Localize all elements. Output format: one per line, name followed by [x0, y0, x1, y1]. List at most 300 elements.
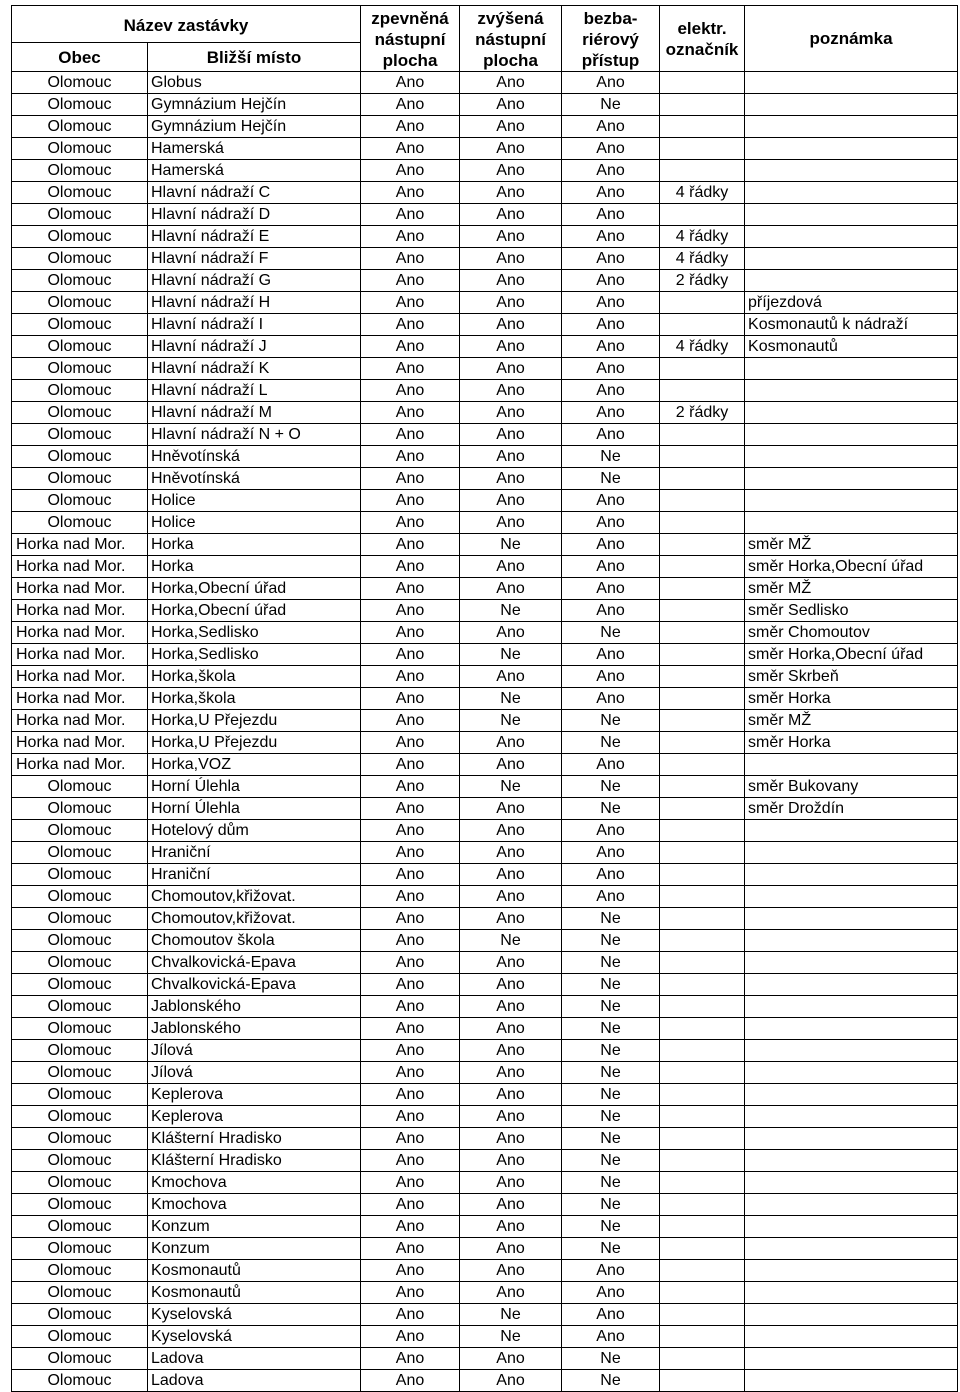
cell-zpevnena: Ano	[361, 534, 460, 556]
header-zpevnena-line: nástupní	[374, 29, 446, 49]
cell-zpevnena: Ano	[361, 204, 460, 226]
cell-blizsi-misto: Hlavní nádraží L	[148, 380, 361, 402]
cell-obec: Olomouc	[12, 468, 148, 490]
cell-obec: Horka nad Mor.	[12, 666, 148, 688]
cell-poznamka	[745, 864, 958, 886]
cell-bezbarierovy: Ne	[562, 1194, 660, 1216]
cell-bezbarierovy: Ano	[562, 1326, 660, 1348]
cell-poznamka	[745, 974, 958, 996]
cell-elektr	[660, 820, 745, 842]
cell-obec: Olomouc	[12, 138, 148, 160]
cell-blizsi-misto: Konzum	[148, 1238, 361, 1260]
cell-blizsi-misto: Kosmonautů	[148, 1282, 361, 1304]
cell-zpevnena: Ano	[361, 776, 460, 798]
cell-zvysena: Ne	[460, 710, 562, 732]
cell-zpevnena: Ano	[361, 160, 460, 182]
cell-obec: Olomouc	[12, 864, 148, 886]
cell-elektr	[660, 72, 745, 94]
cell-bezbarierovy: Ano	[562, 886, 660, 908]
cell-bezbarierovy: Ano	[562, 424, 660, 446]
cell-elektr	[660, 534, 745, 556]
cell-poznamka	[745, 512, 958, 534]
cell-elektr	[660, 512, 745, 534]
cell-zpevnena: Ano	[361, 226, 460, 248]
cell-obec: Olomouc	[12, 1172, 148, 1194]
cell-zvysena: Ano	[460, 138, 562, 160]
cell-elektr	[660, 1062, 745, 1084]
cell-blizsi-misto: Jablonského	[148, 996, 361, 1018]
cell-poznamka	[745, 424, 958, 446]
cell-elektr: 4 řádky	[660, 336, 745, 358]
table-row	[12, 842, 958, 864]
cell-blizsi-misto: Holice	[148, 512, 361, 534]
cell-zvysena: Ne	[460, 1304, 562, 1326]
cell-poznamka	[745, 138, 958, 160]
cell-poznamka	[745, 72, 958, 94]
cell-bezbarierovy: Ne	[562, 1216, 660, 1238]
cell-obec: Olomouc	[12, 72, 148, 94]
table-row	[12, 732, 958, 754]
cell-blizsi-misto: Hlavní nádraží C	[148, 182, 361, 204]
stops-table	[11, 5, 958, 1392]
cell-bezbarierovy: Ano	[562, 270, 660, 292]
cell-blizsi-misto: Hlavní nádraží N + O	[148, 424, 361, 446]
cell-elektr	[660, 468, 745, 490]
cell-poznamka	[745, 358, 958, 380]
cell-zpevnena: Ano	[361, 292, 460, 314]
table-row	[12, 798, 958, 820]
table-row	[12, 358, 958, 380]
cell-blizsi-misto: Hlavní nádraží H	[148, 292, 361, 314]
cell-poznamka: směr Chomoutov	[745, 622, 958, 644]
cell-blizsi-misto: Hlavní nádraží I	[148, 314, 361, 336]
table-row	[12, 1018, 958, 1040]
cell-bezbarierovy: Ano	[562, 160, 660, 182]
header-elektr-line: označník	[665, 40, 739, 59]
cell-zvysena: Ano	[460, 1106, 562, 1128]
cell-poznamka: směr Sedlisko	[745, 600, 958, 622]
cell-elektr	[660, 380, 745, 402]
table-row	[12, 1216, 958, 1238]
cell-zpevnena: Ano	[361, 94, 460, 116]
cell-poznamka: směr MŽ	[745, 534, 958, 556]
cell-blizsi-misto: Horka,U Přejezdu	[148, 710, 361, 732]
cell-obec: Olomouc	[12, 94, 148, 116]
table-row	[12, 644, 958, 666]
table-row	[12, 248, 958, 270]
table-row	[12, 226, 958, 248]
cell-poznamka: příjezdová	[745, 292, 958, 314]
cell-bezbarierovy: Ano	[562, 248, 660, 270]
cell-poznamka	[745, 842, 958, 864]
table-row	[12, 138, 958, 160]
cell-poznamka: směr Bukovany	[745, 776, 958, 798]
cell-bezbarierovy: Ne	[562, 1018, 660, 1040]
cell-blizsi-misto: Chomoutov,křižovat.	[148, 908, 361, 930]
cell-obec: Horka nad Mor.	[12, 534, 148, 556]
cell-obec: Olomouc	[12, 1084, 148, 1106]
cell-elektr	[660, 952, 745, 974]
cell-elektr: 2 řádky	[660, 402, 745, 424]
table-row	[12, 1040, 958, 1062]
cell-bezbarierovy: Ano	[562, 182, 660, 204]
cell-zvysena: Ano	[460, 1348, 562, 1370]
cell-zpevnena: Ano	[361, 842, 460, 864]
cell-blizsi-misto: Ladova	[148, 1348, 361, 1370]
cell-elektr	[660, 710, 745, 732]
cell-zvysena: Ano	[460, 842, 562, 864]
cell-obec: Olomouc	[12, 204, 148, 226]
cell-zvysena: Ano	[460, 116, 562, 138]
cell-bezbarierovy: Ano	[562, 336, 660, 358]
cell-elektr	[660, 930, 745, 952]
cell-bezbarierovy: Ne	[562, 996, 660, 1018]
cell-elektr	[660, 1106, 745, 1128]
cell-zpevnena: Ano	[361, 336, 460, 358]
cell-poznamka	[745, 908, 958, 930]
cell-zvysena: Ano	[460, 556, 562, 578]
cell-zvysena: Ano	[460, 270, 562, 292]
cell-obec: Olomouc	[12, 776, 148, 798]
cell-obec: Olomouc	[12, 314, 148, 336]
cell-blizsi-misto: Chomoutov,křižovat.	[148, 886, 361, 908]
cell-blizsi-misto: Horka	[148, 534, 361, 556]
header-elektr-oznacnik	[660, 6, 745, 72]
cell-blizsi-misto: Horka,U Přejezdu	[148, 732, 361, 754]
cell-zvysena: Ano	[460, 1282, 562, 1304]
cell-obec: Olomouc	[12, 1106, 148, 1128]
cell-obec: Olomouc	[12, 974, 148, 996]
cell-zpevnena: Ano	[361, 820, 460, 842]
cell-elektr	[660, 138, 745, 160]
cell-zpevnena: Ano	[361, 314, 460, 336]
cell-zvysena: Ne	[460, 1326, 562, 1348]
cell-blizsi-misto: Horka,Sedlisko	[148, 622, 361, 644]
cell-obec: Horka nad Mor.	[12, 622, 148, 644]
table-row	[12, 1348, 958, 1370]
cell-bezbarierovy: Ne	[562, 1150, 660, 1172]
cell-elektr	[660, 622, 745, 644]
cell-poznamka	[745, 1084, 958, 1106]
cell-obec: Olomouc	[12, 1040, 148, 1062]
table-row	[12, 930, 958, 952]
cell-poznamka	[745, 1194, 958, 1216]
stops-sheet	[11, 5, 957, 1392]
cell-zpevnena: Ano	[361, 996, 460, 1018]
cell-zvysena: Ano	[460, 402, 562, 424]
cell-elektr	[660, 578, 745, 600]
cell-blizsi-misto: Jablonského	[148, 1018, 361, 1040]
table-row	[12, 512, 958, 534]
cell-zvysena: Ano	[460, 468, 562, 490]
cell-zpevnena: Ano	[361, 380, 460, 402]
cell-elektr	[660, 732, 745, 754]
cell-elektr: 4 řádky	[660, 226, 745, 248]
cell-zpevnena: Ano	[361, 424, 460, 446]
cell-elektr	[660, 424, 745, 446]
table-row	[12, 754, 958, 776]
cell-zpevnena: Ano	[361, 666, 460, 688]
cell-zpevnena: Ano	[361, 600, 460, 622]
table-header	[12, 6, 958, 72]
cell-bezbarierovy: Ne	[562, 1128, 660, 1150]
cell-poznamka	[745, 1370, 958, 1392]
cell-poznamka	[745, 490, 958, 512]
cell-elektr	[660, 358, 745, 380]
cell-zpevnena: Ano	[361, 710, 460, 732]
cell-zpevnena: Ano	[361, 930, 460, 952]
table-row	[12, 1150, 958, 1172]
table-row	[12, 1260, 958, 1282]
cell-zpevnena: Ano	[361, 1282, 460, 1304]
cell-zvysena: Ano	[460, 1084, 562, 1106]
cell-zvysena: Ano	[460, 798, 562, 820]
cell-obec: Olomouc	[12, 1150, 148, 1172]
cell-blizsi-misto: Hlavní nádraží F	[148, 248, 361, 270]
cell-poznamka	[745, 1282, 958, 1304]
cell-elektr	[660, 1150, 745, 1172]
cell-obec: Olomouc	[12, 380, 148, 402]
cell-elektr	[660, 600, 745, 622]
cell-zpevnena: Ano	[361, 1150, 460, 1172]
cell-poznamka: směr Horka,Obecní úřad	[745, 644, 958, 666]
cell-poznamka	[745, 226, 958, 248]
cell-blizsi-misto: Hlavní nádraží K	[148, 358, 361, 380]
cell-poznamka	[745, 270, 958, 292]
cell-zpevnena: Ano	[361, 974, 460, 996]
cell-bezbarierovy: Ne	[562, 776, 660, 798]
cell-poznamka	[745, 446, 958, 468]
cell-poznamka	[745, 380, 958, 402]
header-bezbarierovy-pristup	[562, 6, 660, 72]
table-row	[12, 204, 958, 226]
cell-poznamka: směr MŽ	[745, 710, 958, 732]
cell-blizsi-misto: Jílová	[148, 1040, 361, 1062]
cell-elektr	[660, 1018, 745, 1040]
cell-obec: Olomouc	[12, 952, 148, 974]
header-zpevnena-line: zpevněná	[371, 8, 449, 28]
cell-elektr	[660, 1216, 745, 1238]
cell-bezbarierovy: Ano	[562, 512, 660, 534]
cell-poznamka	[745, 1150, 958, 1172]
cell-zpevnena: Ano	[361, 688, 460, 710]
cell-zpevnena: Ano	[361, 1106, 460, 1128]
table-row	[12, 182, 958, 204]
cell-elektr	[660, 754, 745, 776]
cell-obec: Olomouc	[12, 248, 148, 270]
cell-obec: Olomouc	[12, 446, 148, 468]
table-row	[12, 94, 958, 116]
cell-obec: Olomouc	[12, 358, 148, 380]
cell-poznamka	[745, 116, 958, 138]
cell-poznamka	[745, 1304, 958, 1326]
cell-bezbarierovy: Ne	[562, 1062, 660, 1084]
cell-zvysena: Ano	[460, 204, 562, 226]
header-blizsi-misto: Bližší místo	[148, 43, 361, 72]
cell-obec: Olomouc	[12, 908, 148, 930]
cell-blizsi-misto: Horka,Obecní úřad	[148, 600, 361, 622]
cell-blizsi-misto: Hlavní nádraží E	[148, 226, 361, 248]
cell-bezbarierovy: Ano	[562, 490, 660, 512]
cell-bezbarierovy: Ano	[562, 666, 660, 688]
cell-poznamka: směr Skrbeň	[745, 666, 958, 688]
cell-blizsi-misto: Hlavní nádraží J	[148, 336, 361, 358]
table-row	[12, 622, 958, 644]
cell-zvysena: Ano	[460, 886, 562, 908]
table-row	[12, 314, 958, 336]
cell-blizsi-misto: Hněvotínská	[148, 446, 361, 468]
cell-blizsi-misto: Hamerská	[148, 160, 361, 182]
cell-obec: Olomouc	[12, 336, 148, 358]
table-row	[12, 292, 958, 314]
cell-obec: Olomouc	[12, 116, 148, 138]
table-row	[12, 578, 958, 600]
cell-bezbarierovy: Ano	[562, 600, 660, 622]
cell-bezbarierovy: Ano	[562, 534, 660, 556]
cell-poznamka	[745, 952, 958, 974]
cell-zvysena: Ano	[460, 1062, 562, 1084]
cell-bezbarierovy: Ne	[562, 974, 660, 996]
cell-bezbarierovy: Ne	[562, 1348, 660, 1370]
cell-bezbarierovy: Ano	[562, 380, 660, 402]
cell-obec: Olomouc	[12, 270, 148, 292]
cell-poznamka	[745, 182, 958, 204]
cell-poznamka	[745, 160, 958, 182]
cell-zvysena: Ano	[460, 248, 562, 270]
table-row	[12, 402, 958, 424]
cell-blizsi-misto: Hraniční	[148, 864, 361, 886]
cell-zvysena: Ne	[460, 644, 562, 666]
cell-obec: Olomouc	[12, 1326, 148, 1348]
cell-elektr	[660, 776, 745, 798]
table-row	[12, 160, 958, 182]
table-row	[12, 1238, 958, 1260]
cell-poznamka	[745, 204, 958, 226]
cell-bezbarierovy: Ne	[562, 1040, 660, 1062]
cell-obec: Olomouc	[12, 226, 148, 248]
cell-zvysena: Ano	[460, 490, 562, 512]
table-row	[12, 424, 958, 446]
cell-obec: Horka nad Mor.	[12, 600, 148, 622]
cell-blizsi-misto: Kmochova	[148, 1194, 361, 1216]
cell-blizsi-misto: Chvalkovická-Epava	[148, 974, 361, 996]
cell-obec: Olomouc	[12, 820, 148, 842]
cell-zvysena: Ano	[460, 578, 562, 600]
table-body	[12, 72, 958, 1392]
cell-zpevnena: Ano	[361, 446, 460, 468]
cell-poznamka	[745, 1238, 958, 1260]
cell-zpevnena: Ano	[361, 1260, 460, 1282]
cell-obec: Olomouc	[12, 424, 148, 446]
cell-poznamka	[745, 94, 958, 116]
cell-zvysena: Ne	[460, 776, 562, 798]
cell-poznamka	[745, 248, 958, 270]
header-zvysena-plocha	[460, 6, 562, 72]
cell-zpevnena: Ano	[361, 182, 460, 204]
cell-zpevnena: Ano	[361, 952, 460, 974]
cell-zpevnena: Ano	[361, 732, 460, 754]
table-row	[12, 1194, 958, 1216]
cell-zvysena: Ne	[460, 930, 562, 952]
cell-obec: Horka nad Mor.	[12, 710, 148, 732]
cell-zvysena: Ano	[460, 974, 562, 996]
cell-zvysena: Ano	[460, 952, 562, 974]
cell-obec: Olomouc	[12, 842, 148, 864]
header-obec: Obec	[12, 43, 148, 72]
cell-obec: Olomouc	[12, 1018, 148, 1040]
cell-obec: Olomouc	[12, 490, 148, 512]
cell-zvysena: Ano	[460, 1150, 562, 1172]
cell-bezbarierovy: Ne	[562, 94, 660, 116]
cell-zvysena: Ano	[460, 622, 562, 644]
cell-elektr	[660, 688, 745, 710]
table-row	[12, 688, 958, 710]
cell-zpevnena: Ano	[361, 1172, 460, 1194]
cell-poznamka	[745, 754, 958, 776]
cell-bezbarierovy: Ne	[562, 1172, 660, 1194]
cell-zpevnena: Ano	[361, 1128, 460, 1150]
cell-elektr	[660, 886, 745, 908]
cell-poznamka	[745, 1018, 958, 1040]
cell-elektr	[660, 842, 745, 864]
cell-bezbarierovy: Ne	[562, 468, 660, 490]
table-row	[12, 468, 958, 490]
cell-bezbarierovy: Ano	[562, 1304, 660, 1326]
cell-poznamka	[745, 468, 958, 490]
table-row	[12, 490, 958, 512]
cell-elektr	[660, 1238, 745, 1260]
cell-zpevnena: Ano	[361, 578, 460, 600]
table-row	[12, 666, 958, 688]
cell-poznamka	[745, 1260, 958, 1282]
cell-bezbarierovy: Ano	[562, 644, 660, 666]
header-zvysena-line: zvýšená	[477, 8, 544, 28]
cell-poznamka	[745, 1040, 958, 1062]
cell-obec: Olomouc	[12, 1238, 148, 1260]
cell-zvysena: Ne	[460, 688, 562, 710]
cell-elektr	[660, 1370, 745, 1392]
cell-zvysena: Ano	[460, 1172, 562, 1194]
header-bezbarierovy-line: riérový	[582, 29, 639, 49]
header-elektr-line: elektr.	[677, 19, 727, 38]
cell-blizsi-misto: Hraniční	[148, 842, 361, 864]
cell-blizsi-misto: Kyselovská	[148, 1304, 361, 1326]
header-zvysena-line: nástupní	[475, 29, 546, 49]
cell-zpevnena: Ano	[361, 1238, 460, 1260]
table-row	[12, 1106, 958, 1128]
cell-poznamka	[745, 1128, 958, 1150]
cell-bezbarierovy: Ano	[562, 292, 660, 314]
cell-zpevnena: Ano	[361, 622, 460, 644]
cell-zvysena: Ano	[460, 160, 562, 182]
cell-obec: Horka nad Mor.	[12, 578, 148, 600]
cell-elektr	[660, 1040, 745, 1062]
cell-zvysena: Ano	[460, 1128, 562, 1150]
table-row	[12, 380, 958, 402]
cell-zpevnena: Ano	[361, 754, 460, 776]
cell-blizsi-misto: Horka,škola	[148, 688, 361, 710]
table-row	[12, 776, 958, 798]
cell-zpevnena: Ano	[361, 556, 460, 578]
cell-zvysena: Ano	[460, 1216, 562, 1238]
cell-bezbarierovy: Ano	[562, 402, 660, 424]
cell-zvysena: Ano	[460, 754, 562, 776]
table-row	[12, 556, 958, 578]
cell-poznamka: směr Droždín	[745, 798, 958, 820]
cell-zvysena: Ano	[460, 908, 562, 930]
cell-zpevnena: Ano	[361, 402, 460, 424]
cell-zpevnena: Ano	[361, 1018, 460, 1040]
